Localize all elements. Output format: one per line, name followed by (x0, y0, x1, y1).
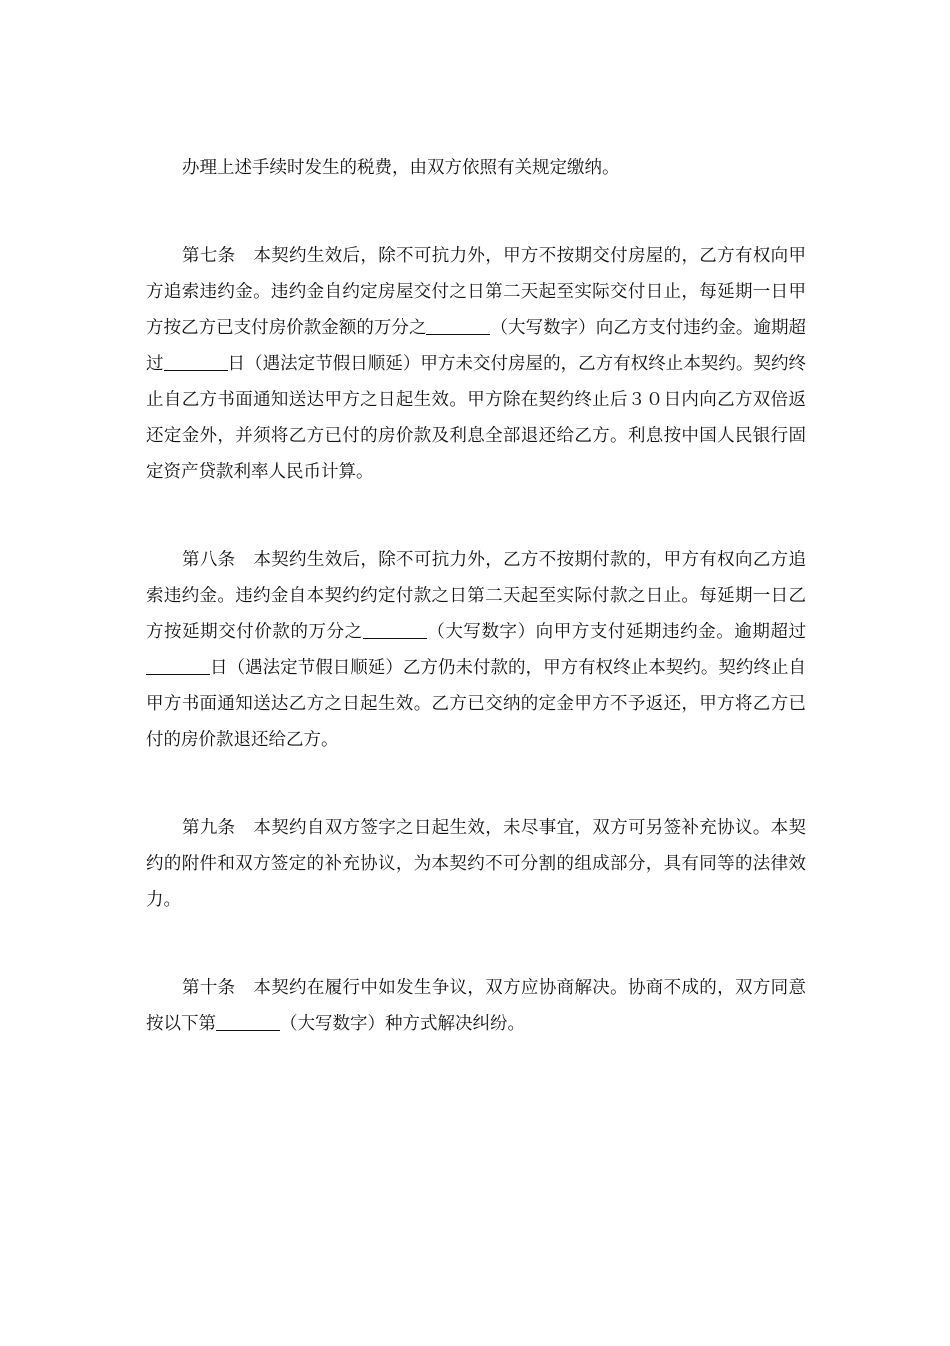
article-7-part1: 第七条 本契约生效后，除不可抗力外，甲方不按期交付房屋的，乙方有权向甲方追索违约金。违约金自约定房屋交付之日第二天起至实际交付日止，每延期一日甲方按乙方已支付房价款金额的万分之 (146, 246, 806, 338)
article-8-part2: （大写数字）向甲方支付延期违约金。逾期超过 (426, 622, 807, 642)
fill-blank[interactable] (164, 352, 228, 371)
article-8 (146, 542, 806, 758)
article-7-part3: 日（遇法定节假日顺延）甲方未交付房屋的，乙方有权终止本契约。契约终止自乙方书面通知送达甲方之日起生效。甲方除在契约终止后３０日内向乙方双倍返还定金外，并须将乙方已付的房价款及利息全部退还给乙方。利息按中国人民银行固定资产贷款利率人民币计算。 (146, 354, 806, 482)
article-7-part2: （大写数字）向乙方支付违约金。逾期超过 (146, 318, 807, 374)
article-9-text: 第九条 本契约自双方签字之日起生效，未尽事宜，双方可另签补充协议。本契约的附件和双方签定的补充协议，为本契约不可分割的组成部分，具有同等的法律效力。 (146, 818, 806, 910)
fill-blank[interactable] (216, 1012, 280, 1031)
article-10-part1: 第十条 本契约在履行中如发生争议，双方应协商解决。协商不成的，双方同意按以下第 (146, 978, 806, 1034)
article-7 (146, 238, 806, 490)
article-9 (146, 810, 806, 918)
paragraph-taxes (146, 150, 806, 186)
article-8-part3: 日（遇法定节假日顺延）乙方仍未付款的，甲方有权终止本契约。契约终止自甲方书面通知送达乙方之日起生效。乙方已交纳的定金甲方不予返还，甲方将乙方已付的房价款退还给乙方。 (146, 658, 806, 750)
fill-blank[interactable] (426, 316, 490, 335)
fill-blank[interactable] (146, 656, 210, 675)
paragraph-taxes-text: 办理上述手续时发生的税费，由双方依照有关规定缴纳。 (182, 158, 620, 178)
document-page (146, 150, 806, 1042)
article-8-part1: 第八条 本契约生效后，除不可抗力外，乙方不按期付款的，甲方有权向乙方追索违约金。违约金自本契约约定付款之日第二天起至实际付款之日止。每延期一日乙方按延期交付价款的万分之 (146, 550, 806, 642)
article-10-part2: （大写数字）种方式解决纠纷。 (280, 1014, 525, 1034)
fill-blank[interactable] (363, 620, 427, 639)
article-10 (146, 970, 806, 1042)
